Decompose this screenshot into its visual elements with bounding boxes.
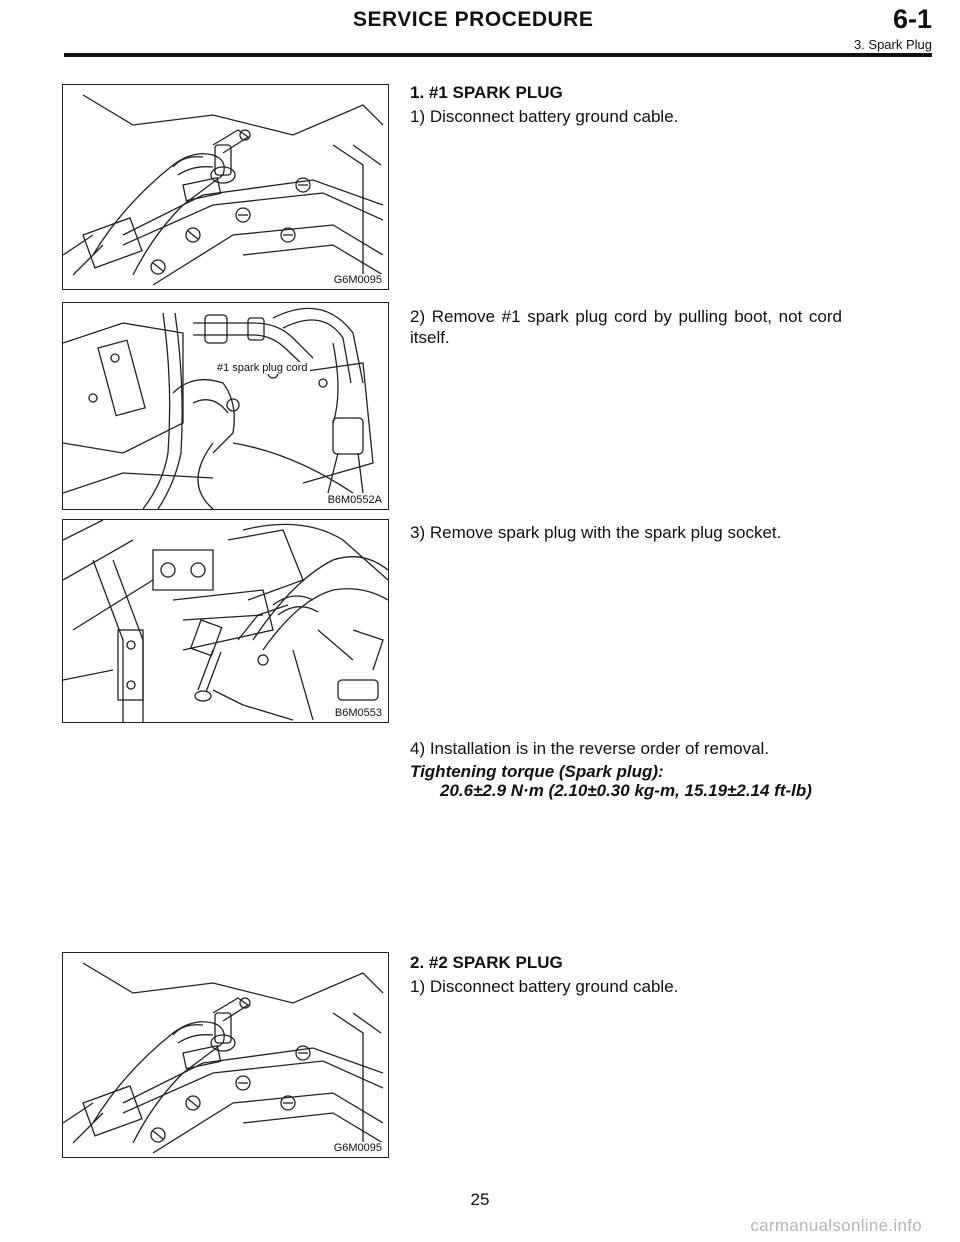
figure-code: G6M0095 — [333, 1142, 382, 1154]
section-heading: 2. #2 SPARK PLUG — [410, 953, 563, 972]
subsection-title: 3. Spark Plug — [853, 37, 932, 52]
battery-terminal-illustration — [62, 84, 389, 290]
torque-label: Tightening torque (Spark plug): — [410, 762, 664, 781]
spark-plug-removal-illustration — [62, 519, 389, 723]
header-divider — [64, 53, 932, 57]
battery-terminal-illustration — [62, 952, 389, 1158]
spark-plug-cord-illustration — [62, 302, 389, 510]
step-text: 1) Disconnect battery ground cable. — [410, 107, 679, 126]
figure-code: G6M0095 — [333, 274, 382, 286]
page-section-title: SERVICE PROCEDURE — [353, 8, 594, 31]
section-heading: 1. #1 SPARK PLUG — [410, 83, 563, 102]
page-number: 25 — [470, 1190, 490, 1209]
watermark: carmanualsonline.info — [750, 1216, 922, 1235]
section-number: 6-1 — [892, 4, 932, 34]
step-text: 1) Disconnect battery ground cable. — [410, 977, 679, 996]
spark-plug-cord-callout: #1 spark plug cord — [217, 362, 308, 374]
torque-value: 20.6±2.9 N·m (2.10±0.30 kg-m, 15.19±2.14 ft-lb) — [440, 781, 812, 800]
step-text: 2) Remove #1 spark plug cord by pulling boot, not cord itself. — [410, 307, 842, 347]
step-text: 4) Installation is in the reverse order of removal. — [410, 739, 770, 758]
figure-code: B6M0553 — [334, 707, 382, 719]
figure-code: B6M0552A — [327, 494, 382, 506]
step-text: 3) Remove spark plug with the spark plug socket. — [410, 523, 782, 542]
